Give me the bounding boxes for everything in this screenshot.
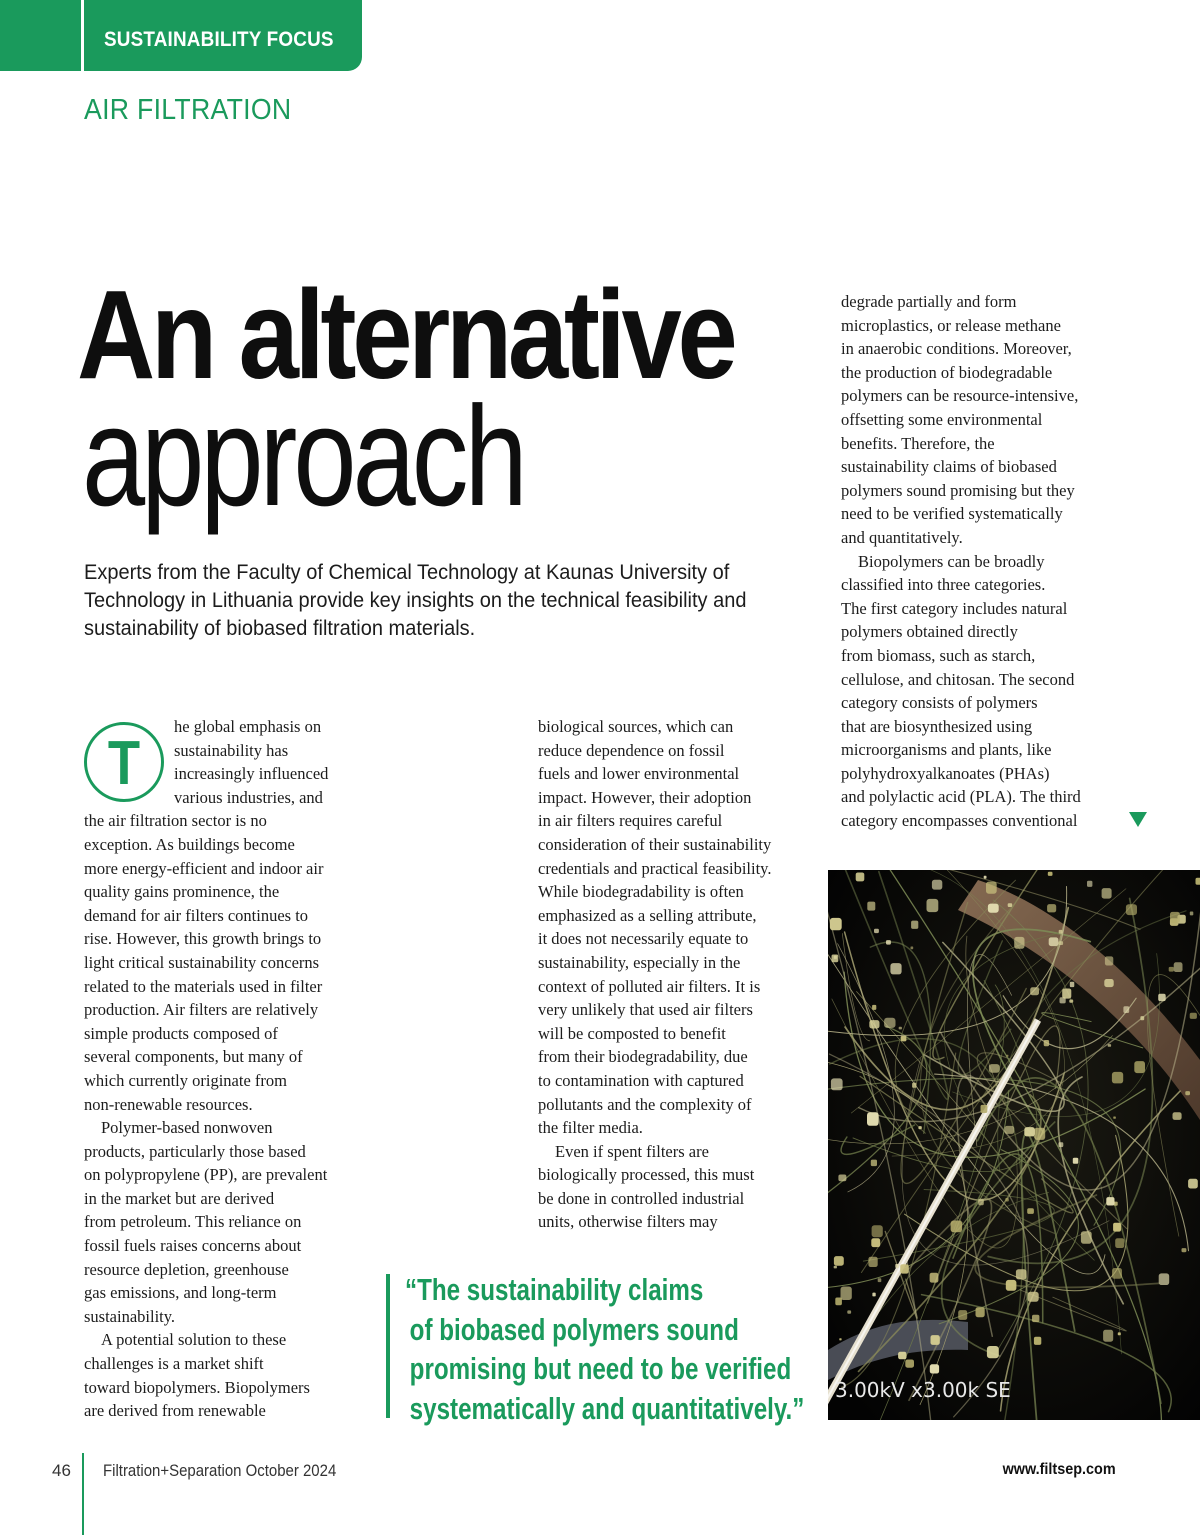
body-line: category encompasses conventional — [841, 811, 1078, 831]
body-line: the filter media. — [538, 1118, 643, 1138]
body-line: category consists of polymers — [841, 693, 1038, 713]
particle-bead — [1108, 1044, 1111, 1047]
body-line: microorganisms and plants, like — [841, 740, 1052, 760]
body-line: microplastics, or release methane — [841, 315, 1061, 335]
body-line: Polymer-based nonwoven — [101, 1118, 273, 1138]
body-line: demand for air filters continues to — [84, 905, 309, 925]
particle-bead — [1049, 937, 1059, 946]
particle-bead — [1103, 1330, 1113, 1342]
particle-bead — [1016, 1269, 1027, 1279]
pull-quote — [405, 1270, 815, 1428]
particle-bead — [1140, 1016, 1144, 1020]
particle-bead — [1030, 987, 1039, 995]
particle-bead — [1196, 878, 1200, 885]
body-line: consideration of their sustainability — [538, 834, 772, 854]
body-line: polymers sound promising but they — [841, 480, 1075, 500]
drop-cap-letter: T — [107, 729, 141, 798]
image-caption: 3.00kV x3.00k SE — [835, 1378, 1011, 1402]
body-line: reduce dependence on fossil — [538, 740, 725, 760]
headline-line-1: An alternative — [77, 264, 734, 405]
particle-bead — [871, 1160, 877, 1167]
body-line: Biopolymers can be broadly — [858, 551, 1045, 571]
pull-quote-line: promising but need to be verified — [409, 1351, 792, 1386]
body-line: products, particularly those based — [84, 1141, 306, 1161]
particle-bead — [1024, 1127, 1035, 1136]
body-line: in the market but are derived — [84, 1188, 275, 1208]
body-line: resource depletion, greenhouse — [84, 1259, 289, 1279]
body-line: impact. However, their adoption — [538, 787, 752, 807]
particle-bead — [1005, 1126, 1015, 1134]
body-line: which currently originate from — [84, 1070, 287, 1090]
particle-bead — [1070, 982, 1075, 987]
particle-bead — [987, 1346, 999, 1358]
particle-bead — [1058, 1142, 1063, 1147]
body-line: sustainability. — [84, 1306, 176, 1326]
particle-bead — [958, 1310, 967, 1320]
particle-bead — [1014, 937, 1024, 949]
sem-micrograph-image — [828, 870, 1200, 1420]
standfirst-line: sustainability of biobased filtration materials. — [84, 616, 476, 640]
body-line: cellulose, and chitosan. The second — [841, 669, 1075, 689]
pull-quote-line: of biobased polymers sound — [409, 1311, 739, 1347]
particle-bead — [1174, 962, 1183, 972]
body-line: emphasized as a selling attribute, — [538, 905, 757, 925]
body-line: in air filters requires careful — [538, 811, 723, 831]
particle-bead — [1113, 1223, 1121, 1232]
particle-bead — [884, 1018, 895, 1028]
particle-bead — [874, 929, 879, 933]
particle-bead — [1062, 989, 1071, 999]
body-line: context of polluted air filters. It is — [538, 976, 761, 996]
particle-bead — [1104, 979, 1113, 987]
body-line: it does not necessarily equate to — [538, 929, 749, 949]
body-line: gas emissions, and long-term — [84, 1283, 277, 1303]
body-line: non-renewable resources. — [84, 1094, 253, 1114]
particle-bead — [905, 1360, 914, 1368]
particle-bead — [1123, 1006, 1129, 1013]
page-number: 46 — [52, 1461, 71, 1480]
body-line: units, otherwise filters may — [538, 1212, 718, 1232]
section-tab-label: SUSTAINABILITY FOCUS — [104, 28, 334, 51]
particle-bead — [1047, 904, 1056, 912]
body-line: toward biopolymers. Biopolymers — [84, 1377, 310, 1397]
tab-divider — [81, 0, 84, 71]
body-line: biological sources, which can — [538, 717, 734, 736]
particle-bead — [1034, 1337, 1041, 1345]
particle-bead — [1190, 1013, 1197, 1019]
body-line: and quantitatively. — [841, 527, 963, 547]
body-line: pollutants and the complexity of — [538, 1094, 752, 1114]
particle-bead — [1028, 1292, 1039, 1302]
body-column-3 — [841, 290, 1131, 833]
particle-bead — [1044, 1040, 1049, 1046]
website-url: www.filtsep.com — [1002, 1461, 1116, 1478]
body-line: offsetting some environmental — [841, 409, 1043, 429]
particle-bead — [872, 1225, 883, 1237]
particle-bead — [1005, 1198, 1009, 1202]
body-line: from petroleum. This reliance on — [84, 1212, 302, 1232]
particle-bead — [831, 1078, 843, 1090]
particle-bead — [898, 1352, 906, 1360]
particle-bead — [1069, 1000, 1073, 1003]
body-column-2 — [538, 715, 818, 1234]
particle-bead — [1169, 967, 1174, 972]
pull-quote-bar — [386, 1274, 390, 1418]
particle-bead — [1034, 1128, 1045, 1140]
headline-line-2: approach — [82, 377, 524, 536]
body-line: that are biosynthesized using — [841, 716, 1033, 736]
particle-bead — [1113, 1117, 1116, 1119]
body-line: related to the materials used in filter — [84, 976, 323, 996]
body-line: very unlikely that used air filters — [538, 1000, 753, 1020]
triangle-down-icon — [1129, 812, 1147, 827]
particle-bead — [1134, 1061, 1145, 1073]
particle-bead — [1118, 1332, 1121, 1335]
particle-bead — [978, 1199, 984, 1205]
particle-bead — [1073, 1158, 1079, 1164]
particle-bead — [1081, 1231, 1092, 1244]
particle-bead — [890, 963, 901, 974]
body-line: the air filtration sector is no — [84, 811, 267, 831]
body-line: on polypropylene (PP), are prevalent — [84, 1165, 328, 1185]
particle-bead — [1115, 1238, 1124, 1248]
particle-bead — [899, 1027, 902, 1030]
particle-bead — [886, 940, 891, 945]
particle-bead — [1170, 912, 1180, 923]
body-line: in anaerobic conditions. Moreover, — [841, 339, 1072, 359]
particle-bead — [847, 1310, 851, 1313]
pull-quote-line: “The sustainability claims — [405, 1272, 704, 1307]
particle-bead — [932, 880, 942, 890]
body-line: polymers obtained directly — [841, 622, 1018, 642]
particle-bead — [1006, 1280, 1017, 1291]
particle-bead — [871, 1238, 880, 1247]
body-line: simple products composed of — [84, 1023, 278, 1043]
particle-bead — [1102, 888, 1112, 899]
particle-bead — [834, 1266, 837, 1269]
body-line: sustainability has — [174, 740, 289, 760]
particle-bead — [981, 1105, 988, 1113]
particle-bead — [1112, 1072, 1123, 1084]
particle-bead — [878, 1278, 882, 1282]
particle-bead — [867, 902, 875, 911]
body-line: fuels and lower environmental — [538, 764, 740, 784]
particle-bead — [834, 1256, 844, 1266]
body-line: increasingly influenced — [174, 764, 329, 784]
body-line: degrade partially and form — [841, 292, 1017, 311]
body-line: are derived from renewable — [84, 1401, 266, 1421]
body-line: sustainability claims of biobased — [841, 457, 1057, 477]
body-line: several components, but many of — [84, 1047, 303, 1067]
particle-bead — [1188, 1179, 1198, 1189]
particle-bead — [1027, 1208, 1034, 1214]
particle-bead — [868, 1257, 877, 1267]
particle-bead — [988, 904, 999, 913]
particle-bead — [1158, 994, 1166, 1001]
particle-bead — [1190, 912, 1194, 916]
particle-bead — [1006, 1055, 1008, 1057]
particle-bead — [911, 947, 914, 950]
body-line: to contamination with captured — [538, 1070, 744, 1090]
particle-bead — [986, 882, 997, 894]
body-line: from biomass, such as starch, — [841, 645, 1036, 665]
particle-bead — [830, 918, 842, 930]
particle-bead — [1185, 1091, 1190, 1095]
body-line: and polylactic acid (PLA). The third — [841, 787, 1081, 807]
body-line: fossil fuels raises concerns about — [84, 1236, 302, 1256]
body-line: he global emphasis on — [174, 717, 322, 736]
particle-bead — [1112, 1268, 1122, 1279]
body-line: biologically processed, this must — [538, 1165, 755, 1185]
body-line: rise. However, this growth brings to — [84, 929, 322, 949]
body-line: polyhydroxyalkanoates (PHAs) — [841, 763, 1050, 783]
body-line: various industries, and — [174, 787, 323, 807]
body-line: classified into three categories. — [841, 575, 1046, 595]
particle-bead — [1048, 872, 1053, 876]
particle-bead — [867, 1112, 879, 1126]
body-line: credentials and practical feasibility. — [538, 858, 772, 878]
particle-bead — [912, 1083, 916, 1088]
particle-bead — [927, 899, 939, 912]
body-line: A potential solution to these — [101, 1330, 287, 1350]
body-line: production. Air filters are relatively — [84, 1000, 319, 1020]
particle-bead — [1182, 1248, 1187, 1252]
particle-bead — [856, 873, 865, 882]
particle-bead — [1126, 904, 1137, 915]
body-column-1 — [84, 715, 364, 1423]
particle-bead — [1032, 1315, 1039, 1322]
particle-bead — [951, 1221, 963, 1233]
body-line: need to be verified systematically — [841, 504, 1063, 524]
body-line: exception. As buildings become — [84, 834, 295, 854]
particle-bead — [869, 1020, 879, 1028]
footer-rule — [82, 1453, 84, 1535]
particle-bead — [1173, 1112, 1182, 1120]
sem-fiber-illustration — [828, 870, 1200, 1420]
particle-bead — [835, 1298, 842, 1306]
body-line: polymers can be resource-intensive, — [841, 386, 1079, 406]
particle-bead — [895, 1264, 898, 1268]
particle-bead — [832, 955, 839, 963]
particle-bead — [911, 921, 918, 929]
body-line: more energy-efficient and indoor air — [84, 858, 324, 878]
body-line: be done in controlled industrial — [538, 1188, 745, 1208]
standfirst-line: Experts from the Faculty of Chemical Technology at Kaunas University of — [84, 560, 730, 584]
particle-bead — [1059, 941, 1064, 945]
body-line: The first category includes natural — [841, 598, 1068, 618]
body-line: the production of biodegradable — [841, 362, 1053, 382]
particle-bead — [872, 1005, 876, 1010]
standfirst-line: Technology in Lithuania provide key insights on the technical feasibility and — [84, 588, 747, 612]
section-title: AIR FILTRATION — [84, 94, 292, 126]
particle-bead — [872, 1293, 875, 1297]
body-line: While biodegradability is often — [538, 882, 744, 902]
particle-bead — [1008, 903, 1013, 907]
particle-bead — [931, 1335, 940, 1345]
particle-bead — [1106, 1197, 1114, 1205]
particle-bead — [838, 1175, 846, 1182]
particle-bead — [1159, 1273, 1170, 1285]
particle-bead — [1105, 956, 1113, 965]
body-line: quality gains prominence, the — [84, 882, 280, 902]
body-line: benefits. Therefore, the — [841, 433, 995, 453]
body-line: sustainability, especially in the — [538, 952, 741, 972]
body-line: from their biodegradability, due — [538, 1047, 748, 1067]
body-line: light critical sustainability concerns — [84, 952, 320, 972]
pull-quote-line: systematically and quantitatively.” — [409, 1390, 805, 1426]
particle-bead — [841, 1287, 852, 1301]
particle-bead — [930, 1273, 939, 1283]
particle-bead — [976, 1307, 985, 1317]
particle-bead — [1087, 881, 1092, 887]
particle-bead — [918, 1126, 921, 1129]
body-line: will be composted to benefit — [538, 1023, 726, 1043]
particle-bead — [989, 1064, 1000, 1073]
particle-bead — [901, 1036, 907, 1042]
standfirst — [84, 558, 804, 642]
particle-bead — [900, 1264, 909, 1273]
body-line: challenges is a market shift — [84, 1354, 264, 1374]
publication-name: Filtration+Separation October 2024 — [103, 1461, 337, 1480]
body-line: Even if spent filters are — [555, 1141, 709, 1161]
particle-bead — [930, 1364, 939, 1373]
particle-bead — [1059, 930, 1063, 934]
particle-bead — [839, 1338, 841, 1340]
particle-bead — [984, 876, 987, 879]
